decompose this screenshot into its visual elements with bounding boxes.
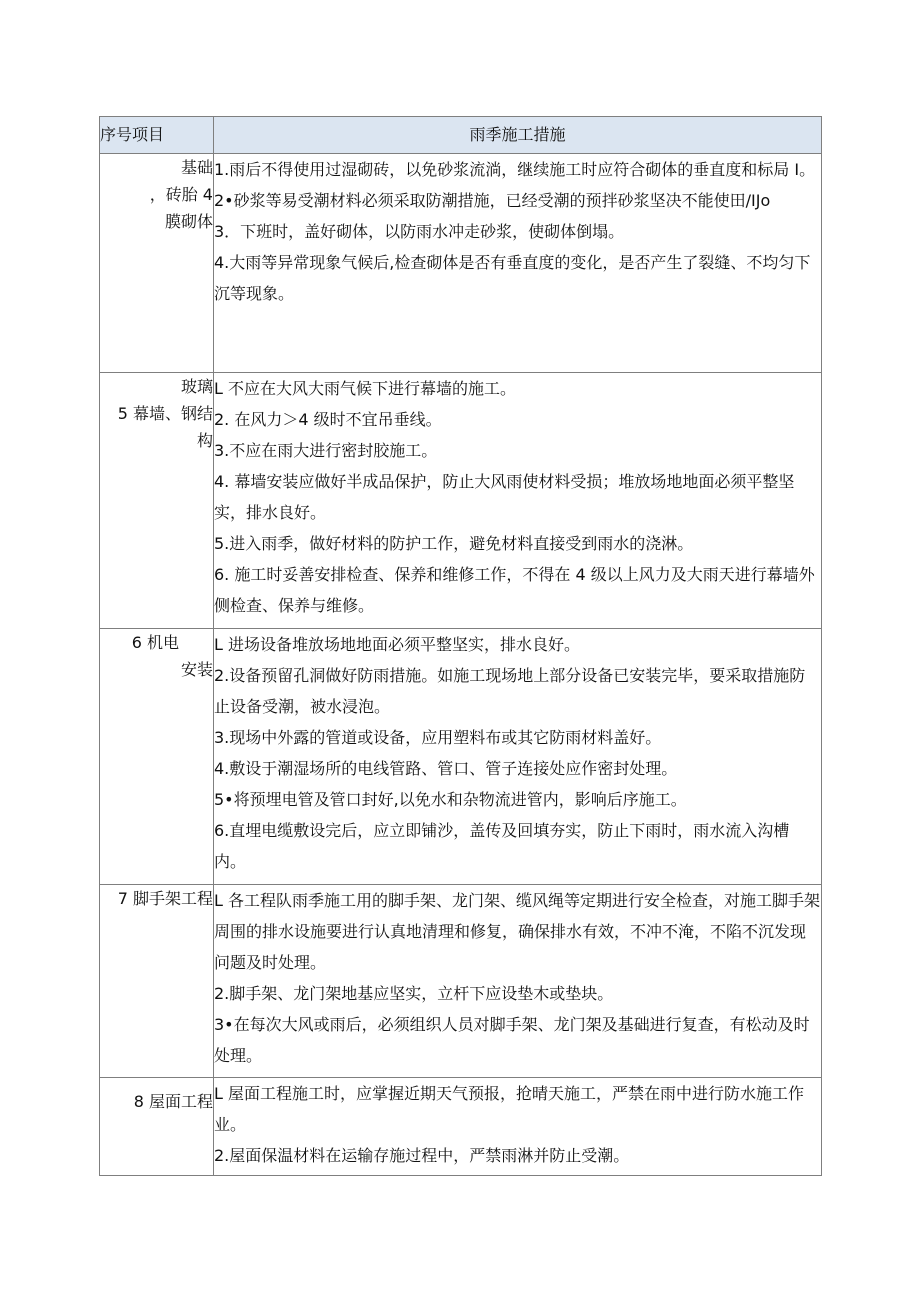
measure-item: L 进场设备堆放场地地面必须平整坚实，排水良好。 (214, 635, 581, 654)
measures-cell (214, 629, 822, 885)
item-label-line: 膜砌体 (164, 212, 213, 231)
table-row-roofing (100, 1078, 822, 1176)
table-header-row (100, 117, 822, 154)
measures-cell (214, 373, 822, 629)
measures-cell (214, 154, 822, 373)
measure-item: 2. 在风力＞4 级时不宜吊垂线。 (214, 410, 442, 429)
measure-item: 2.脚手架、龙门架地基应坚实，立杆下应设垫木或垫块。 (214, 984, 614, 1003)
measure-item: L 不应在大风大雨气候下进行幕墙的施工。 (214, 379, 517, 398)
item-label-line: 安装 (180, 660, 213, 679)
measure-item: 5.进入雨季，做好材料的防护工作，避免材料直接受到雨水的浇淋。 (214, 534, 694, 553)
item-label-line: 6 机电 (131, 633, 179, 652)
header-item-column: 序号项目 (100, 117, 214, 154)
item-label-line: 7 脚手架工程 (117, 889, 213, 908)
table-row-curtain-wall (100, 373, 822, 629)
table-row-mep (100, 629, 822, 885)
measure-item: 2.屋面保温材料在运输存施过程中，严禁雨淋并防止受潮。 (214, 1146, 630, 1165)
measure-item: 4.大雨等异常现象气候后,检查砌体是否有垂直度的变化，是否产生了裂缝、不均匀下沉等现象。 (214, 253, 811, 303)
item-label-line: 玻璃 (180, 377, 213, 396)
item-label-line: 构 (196, 431, 213, 450)
item-cell (100, 629, 214, 885)
measure-item: 1.雨后不得使用过湿砌砖，以免砂浆流淌，继续施工时应符合砌体的垂直度和标局 I。 (214, 160, 816, 179)
item-label-line: ，砖胎 4 (149, 185, 213, 204)
measure-item: 4. 幕墙安装应做好半成品保护，防止大风雨使材料受损；堆放场地地面必须平整坚实，排水良好。 (214, 472, 795, 522)
measure-item: L 屋面工程施工时，应掌握近期天气预报，抢晴天施工，严禁在雨中进行防水施工作业。 (214, 1084, 805, 1134)
item-cell (100, 154, 214, 373)
measure-item: 3．下班时，盖好砌体，以防雨水冲走砂浆，使砌体倒塌。 (214, 222, 625, 241)
item-label-line: 8 屋面工程 (133, 1092, 213, 1111)
item-cell (100, 1078, 214, 1176)
table-row-scaffolding (100, 885, 822, 1078)
measure-item: L 各工程队雨季施工用的脚手架、龙门架、缆风绳等定期进行安全检查，对施工脚手架周围的排水设施要进行认真地清理和修复，确保排水有效，不冲不淹，不陷不沉发现问题及时处理。 (214, 891, 821, 972)
measure-item: 2.设备预留孔洞做好防雨措施。如施工现场地上部分设备已安装完毕，要采取措施防止设备受潮，被水浸泡。 (214, 666, 806, 716)
item-cell (100, 885, 214, 1078)
measure-item: 6. 施工时妥善安排检查、保养和维修工作，不得在 4 级以上风力及大雨天进行幕墙外侧检查、保养与维修。 (214, 565, 815, 615)
item-label-line: 5 幕墙、钢结 (117, 404, 213, 423)
measure-item: 4.敷设于潮湿场所的电线管路、管口、管子连接处应作密封处理。 (214, 759, 678, 778)
measures-cell (214, 885, 822, 1078)
measure-item: 3.不应在雨大进行密封胶施工。 (214, 441, 438, 460)
measures-cell (214, 1078, 822, 1176)
table-row-masonry (100, 154, 822, 373)
rainy-season-measures-table (99, 116, 822, 1176)
measure-item: 3.现场中外露的管道或设备，应用塑料布或其它防雨材料盖好。 (214, 728, 662, 747)
measure-item: 2•砂浆等易受潮材料必须采取防潮措施，已经受潮的预拌砂浆坚决不能使田/IJo (214, 191, 771, 210)
item-label-line: 基础 (180, 158, 213, 177)
header-measures-column: 雨季施工措施 (214, 117, 822, 154)
item-cell (100, 373, 214, 629)
measure-item: 3•在每次大风或雨后，必须组织人员对脚手架、龙门架及基础进行复查，有松动及时处理。 (214, 1015, 810, 1065)
measure-item: 6.直埋电缆敷设完后，应立即铺沙，盖传及回填夯实，防止下雨时，雨水流入沟槽内。 (214, 821, 790, 871)
measure-item: 5•将预埋电管及管口封好,以免水和杂物流进管内，影响后序施工。 (214, 790, 687, 809)
